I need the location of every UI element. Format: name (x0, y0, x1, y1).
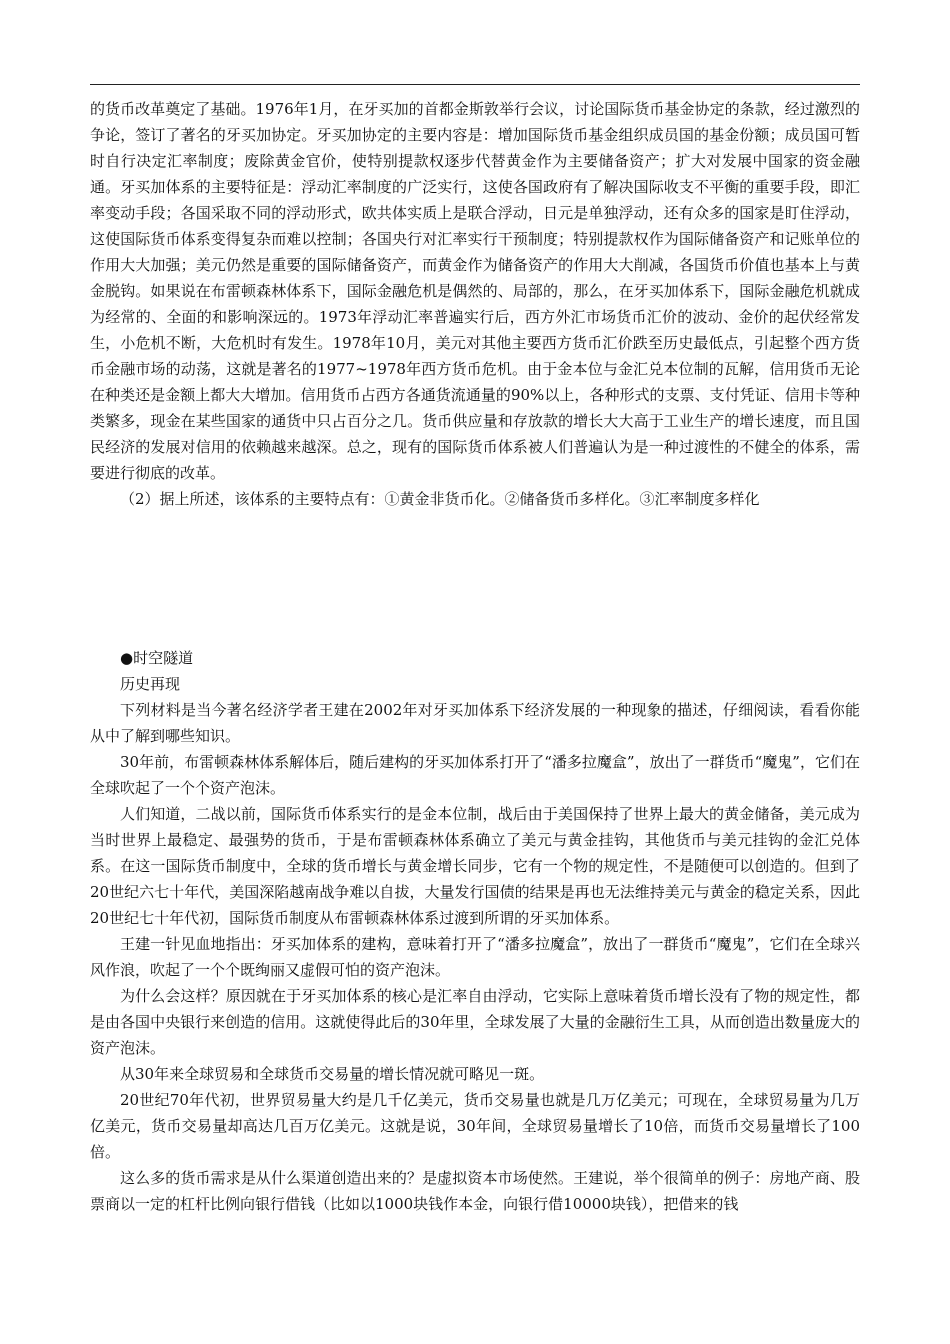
section-subtitle: 历史再现 (120, 675, 181, 693)
body-paragraph: 为什么会这样？原因就在于牙买加体系的核心是汇率自由浮动，它实际上意味着货币增长没有了物的规定性，都是由各国中央银行来创造的信用。这就使得此后的30年里，全球发展了大量的金融衍生工具，从而创造出数量庞大的资产泡沫。 (90, 987, 860, 1057)
intro-paragraph: 下列材料是当今著名经济学者王建在2002年对牙买加体系下经济发展的一种现象的描述，仔细阅读，看看你能从中了解到哪些知识。 (90, 701, 860, 745)
continued-paragraph: 的货币改革奠定了基础。1976年1月，在牙买加的首都金斯敦举行会议，讨论国际货币基金协定的条款，经过激烈的争论，签订了著名的牙买加协定。牙买加协定的主要内容是：增加国际货币基金组织成员国的基金份额；成员国可暂时自行决定汇率制度；废除黄金官价，使特别提款权逐步代替黄金作为主要储备资产；扩大对发展中国家的资金融通。牙买加体系的主要特征是：浮动汇率制度的广泛实行，这使各国政府有了解决国际收支不平衡的重要手段，即汇率变动手段；各国采取不同的浮动形式，欧共体实质上是联合浮动，日元是单独浮动，还有众多的国家是盯住浮动，这使国际货币体系变得复杂而难以控制；各国央行对汇率实行干预制度；特别提款权作为国际储备资产和记账单位的作用大大加强；美元仍然是重要的国际储备资产，而黄金作为储备资产的作用大大削减，各国货币价值也基本上与黄金脱钩。如果说在布雷顿森林体系下，国际金融危机是偶然的、局部的，那么，在牙买加体系下，国际金融危机就成为经常的、全面的和影响深远的。1973年浮动汇率普遍实行后，西方外汇市场货币汇价的波动、金价的起伏经常发生，小危机不断，大危机时有发生。1978年10月，美元对其他主要西方货币汇价跌至历史最低点，引起整个西方货币金融市场的动荡，这就是著名的1977~1978年西方货币危机。由于金本位与金汇兑本位制的瓦解，信用货币无论在种类还是金额上都大大增加。信用货币占西方各通货流通量的90%以上，各种形式的支票、支付凭证、信用卡等种类繁多，现金在某些国家的通货中只占百分之几。货币供应量和存放款的增长大大高于工业生产的增长速度，而且国民经济的发展对信用的依赖越来越深。总之，现有的国际货币体系被人们普遍认为是一种过渡性的不健全的体系，需要进行彻底的改革。 (90, 100, 860, 482)
body-paragraph: 王建一针见血地指出：牙买加体系的建构，意味着打开了“潘多拉魔盒”，放出了一群货币“魔鬼”，它们在全球兴风作浪，吹起了一个个既绚丽又虚假可怕的资产泡沫。 (90, 935, 860, 979)
body-paragraph: 人们知道，二战以前，国际货币体系实行的是金本位制，战后由于美国保持了世界上最大的黄金储备，美元成为当时世界上最稳定、最强势的货币，于是布雷顿森林体系确立了美元与黄金挂钩，其他货币与美元挂钩的金汇兑体系。在这一国际货币制度中，全球的货币增长与黄金增长同步，它有一个物的规定性，不是随便可以创造的。但到了20世纪六七十年代，美国深陷越南战争难以自拔，大量发行国债的结果是再也无法维持美元与黄金的稳定关系，因此20世纪七十年代初，国际货币制度从布雷顿森林体系过渡到所谓的牙买加体系。 (90, 805, 860, 927)
body-paragraph: 30年前，布雷顿森林体系解体后，随后建构的牙买加体系打开了“潘多拉魔盒”，放出了一群货币“魔鬼”，它们在全球吹起了一个个资产泡沫。 (90, 753, 860, 797)
section-title: ●时空隧道 (120, 649, 194, 667)
lower-text-block (90, 645, 860, 1217)
body-paragraph: 20世纪70年代初，世界贸易量大约是几千亿美元，货币交易量也就是几万亿美元；可现在，全球贸易量为几万亿美元，货币交易量却高达几百万亿美元。这就是说，30年间，全球贸易量增长了10倍，而货币交易量增长了100倍。 (90, 1091, 860, 1161)
body-paragraph: 这么多的货币需求是从什么渠道创造出来的？是虚拟资本市场使然。王建说，举个很简单的例子：房地产商、股票商以一定的杠杆比例向银行借钱（比如以1000块钱作本金，向银行借10000块钱），把借来的钱 (90, 1169, 860, 1213)
upper-text-block (90, 96, 860, 512)
body-paragraph: 从30年来全球贸易和全球货币交易量的增长情况就可略见一斑。 (120, 1065, 545, 1083)
header-rule (90, 84, 860, 85)
summary-paragraph: （2）据上所述，该体系的主要特点有：①黄金非货币化。②储备货币多样化。③汇率制度多样化 (120, 490, 760, 508)
